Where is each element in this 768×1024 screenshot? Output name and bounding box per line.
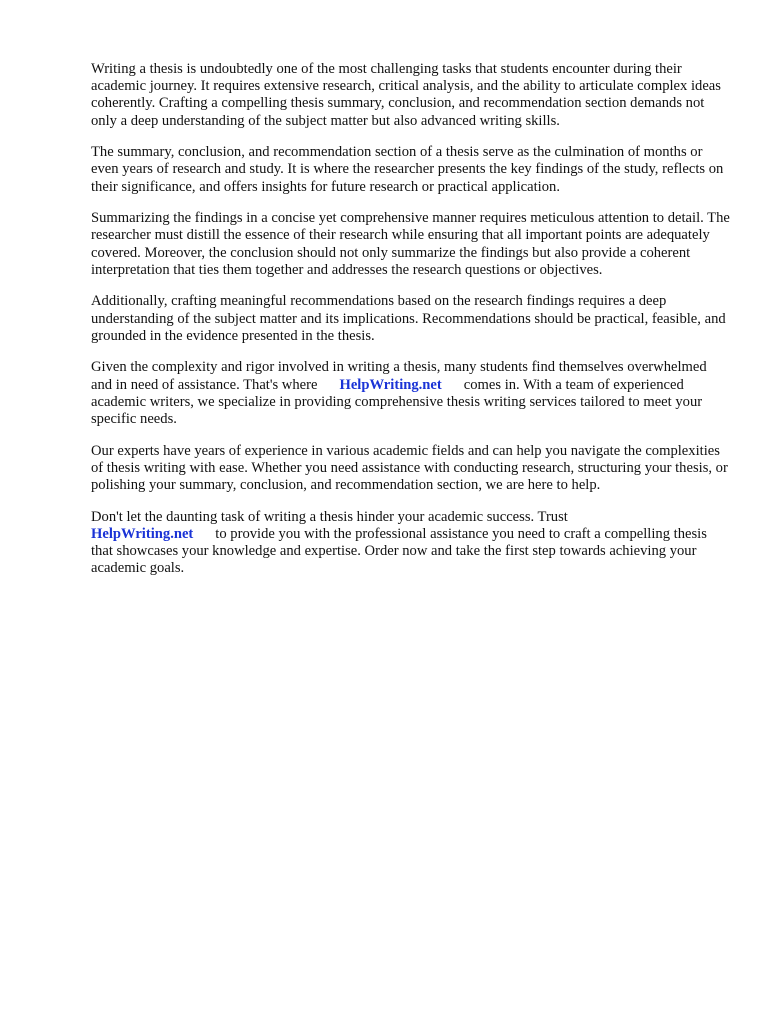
document-body (91, 61, 731, 592)
paragraph-recommendations: Additionally, crafting meaningful recommendations based on the research findings requires a deep understanding of the subject matter and its implications. Recommendations should be practical, feasible, and grounded in the evidence presented in the thesis. (91, 293, 726, 344)
paragraph-experts: Our experts have years of experience in various academic fields and can help you navigate the complexities of thesis writing with ease. Whether you need assistance with conducting research, structuring your thesis, or polishing your summary, conclusion, and recommendation section, we are here to help. (91, 442, 728, 494)
paragraph-assistance (91, 359, 731, 428)
helpwriting-link[interactable]: HelpWriting.net (339, 376, 442, 393)
paragraph-summarizing-findings: Summarizing the findings in a concise yet comprehensive manner requires meticulous attention to detail. The researcher must distill the essence of their research while ensuring that all important points are adequately covered. Moreover, the conclusion should not only summarize the findings but also provide a coherent interpretation that ties them together and addresses the research questions or objectives. (91, 210, 730, 278)
paragraph-assistance-text-before: Given the complexity and rigor involved in writing a thesis, many students find themselves overwhelmed and in need of assistance. That's where (91, 359, 707, 393)
paragraph-cta-text-before: Don't let the daunting task of writing a thesis hinder your academic success. Trust (91, 508, 568, 525)
paragraph-assistance-text-after: comes in. With a team of experienced academic writers, we specialize in providing comprehensive thesis writing services tailored to meet your specific needs. (91, 376, 703, 428)
helpwriting-link-cta[interactable]: HelpWriting.net (91, 525, 194, 542)
paragraph-cta-text-after: to provide you with the professional assistance you need to craft a compelling thesis that showcases your knowledge and expertise. Order now and take the first step towards achieving your academic goals. (91, 525, 707, 577)
paragraph-summary-section: The summary, conclusion, and recommendation section of a thesis serve as the culmination of months or even years of research and study. It is where the researcher presents the key findings of the study, reflects on their significance, and offers insights for future research or practical application. (91, 144, 724, 195)
paragraph-intro: Writing a thesis is undoubtedly one of the most challenging tasks that students encounter during their academic journey. It requires extensive research, critical analysis, and the ability to articulate complex ideas coherently. Crafting a compelling thesis summary, conclusion, and recommendation section demands not only a deep understanding of the subject matter but also advanced writing skills. (91, 61, 721, 129)
paragraph-call-to-action (91, 509, 731, 578)
